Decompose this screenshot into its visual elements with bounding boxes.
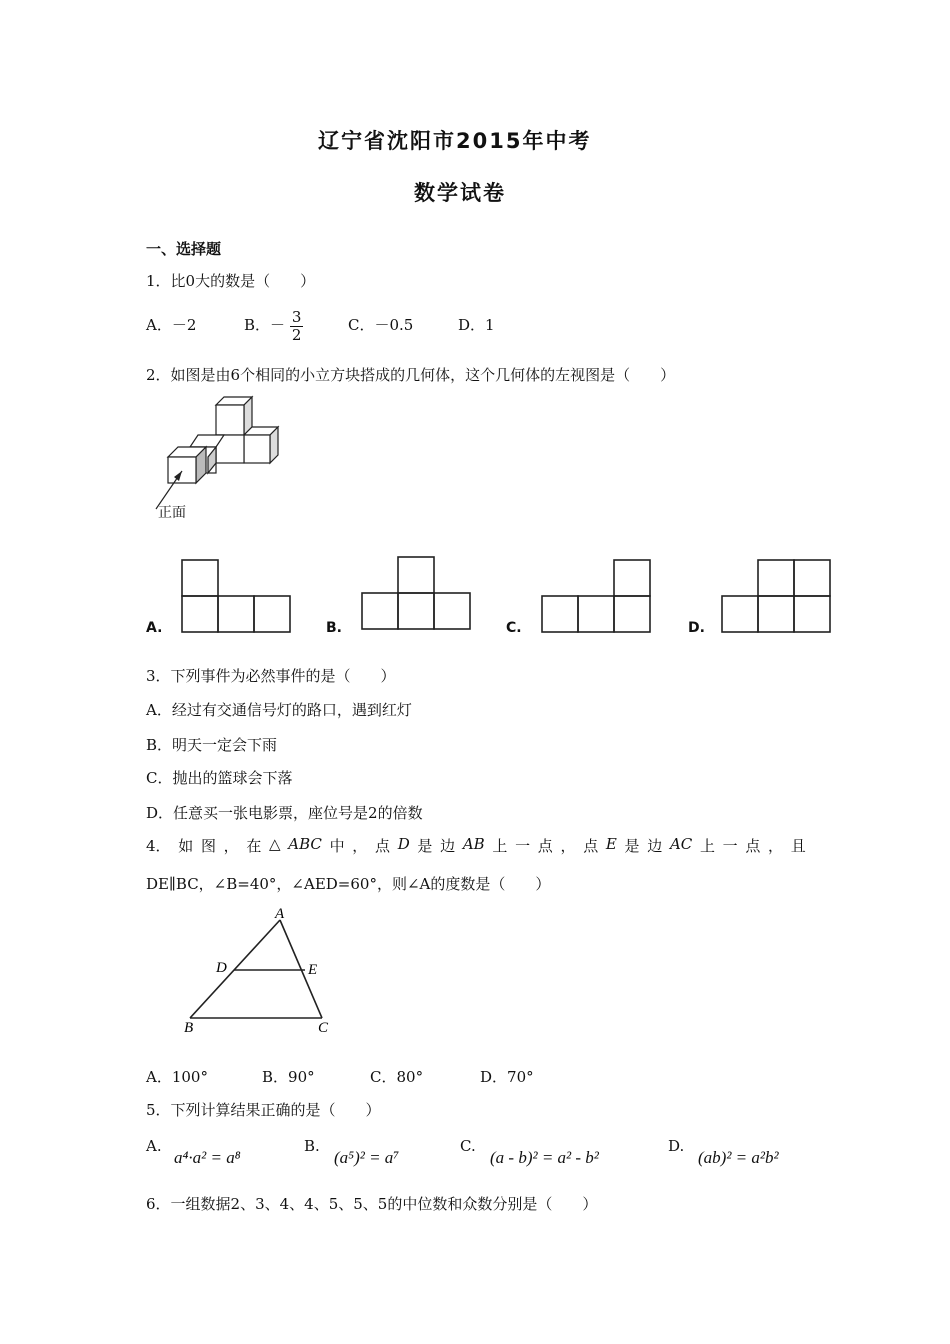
q1-option-a: A．－2 [146, 316, 197, 334]
q3-option-a: A．经过有交通信号灯的路口，遇到红灯 [146, 701, 412, 719]
triangle-figure [176, 904, 346, 1036]
question-3-stem: 3．下列事件为必然事件的是（ ） [146, 667, 396, 685]
point-d-label: D [216, 960, 227, 976]
exam-subtitle: 数学试卷 [414, 181, 506, 205]
section-heading: 一、选择题 [146, 240, 222, 258]
question-2-stem: 2．如图是由6个相同的小立方块搭成的几何体，这个几何体的左视图是（ ） [146, 366, 676, 384]
q5-option-b-expr: (a⁵)² = a⁷ [334, 1148, 400, 1167]
q4-option-a: A．100° [146, 1068, 208, 1086]
q1-option-c: C．－0.5 [348, 316, 414, 334]
question-5-stem: 5．下列计算结果正确的是（ ） [146, 1101, 381, 1119]
question-6-stem: 6．一组数据2、3、4、4、5、5、5的中位数和众数分别是（ ） [146, 1195, 598, 1213]
q4-option-c: C．80° [370, 1068, 424, 1086]
question-4-stem-line2: DE∥BC，∠B=40°，∠AED=60°，则∠A的度数是（ ） [146, 875, 551, 893]
q5-option-a-expr: a⁴·a² = a⁸ [174, 1148, 241, 1167]
q5-option-a-label: A. [146, 1137, 162, 1155]
q2-option-a-figure [180, 558, 292, 634]
q2-option-b-figure [360, 555, 472, 631]
question-4-stem-line1: 4． 如 图 ， 在 △ ABC 中 ， 点 D 是 边 AB 上 一 点 ， 点 E 是 边 AC 上 一 点 ， 且 [146, 835, 806, 855]
q4-option-d: D．70° [480, 1068, 534, 1086]
q5-option-d-expr: (ab)² = a²b² [698, 1148, 779, 1167]
q2-option-d-figure [720, 558, 832, 634]
point-e-label: E [308, 962, 318, 978]
vertex-b-label: B [184, 1020, 194, 1036]
exam-title: 辽宁省沈阳市2015年中考 [318, 129, 592, 153]
vertex-a-label: A [275, 906, 285, 922]
q5-option-d-label: D. [668, 1137, 685, 1155]
q5-option-b-label: B. [304, 1137, 320, 1155]
fraction: $\frac{3}{2}$ [291, 307, 302, 344]
q3-option-d: D．任意买一张电影票，座位号是2的倍数 [146, 804, 423, 822]
q4-option-b: B．90° [262, 1068, 315, 1086]
q2-option-d-label: D. [688, 620, 705, 636]
front-face-label: 正面 [158, 505, 186, 521]
question-1-stem: 1．比0大的数是（ ） [146, 272, 316, 290]
q1-option-d: D．1 [458, 316, 495, 334]
q3-option-b: B．明天一定会下雨 [146, 736, 278, 754]
q5-option-c-label: C. [460, 1137, 476, 1155]
q1-option-b: B．－ $\frac{3}{2}$ [244, 307, 302, 344]
q5-option-c-expr: (a - b)² = a² - b² [490, 1148, 599, 1167]
vertex-c-label: C [318, 1020, 329, 1036]
q2-option-c-label: C. [506, 620, 522, 636]
q2-option-b-label: B. [326, 620, 342, 636]
q3-option-c: C．抛出的篮球会下落 [146, 769, 293, 787]
q2-option-a-label: A. [146, 620, 163, 636]
q2-option-c-figure [540, 558, 652, 634]
